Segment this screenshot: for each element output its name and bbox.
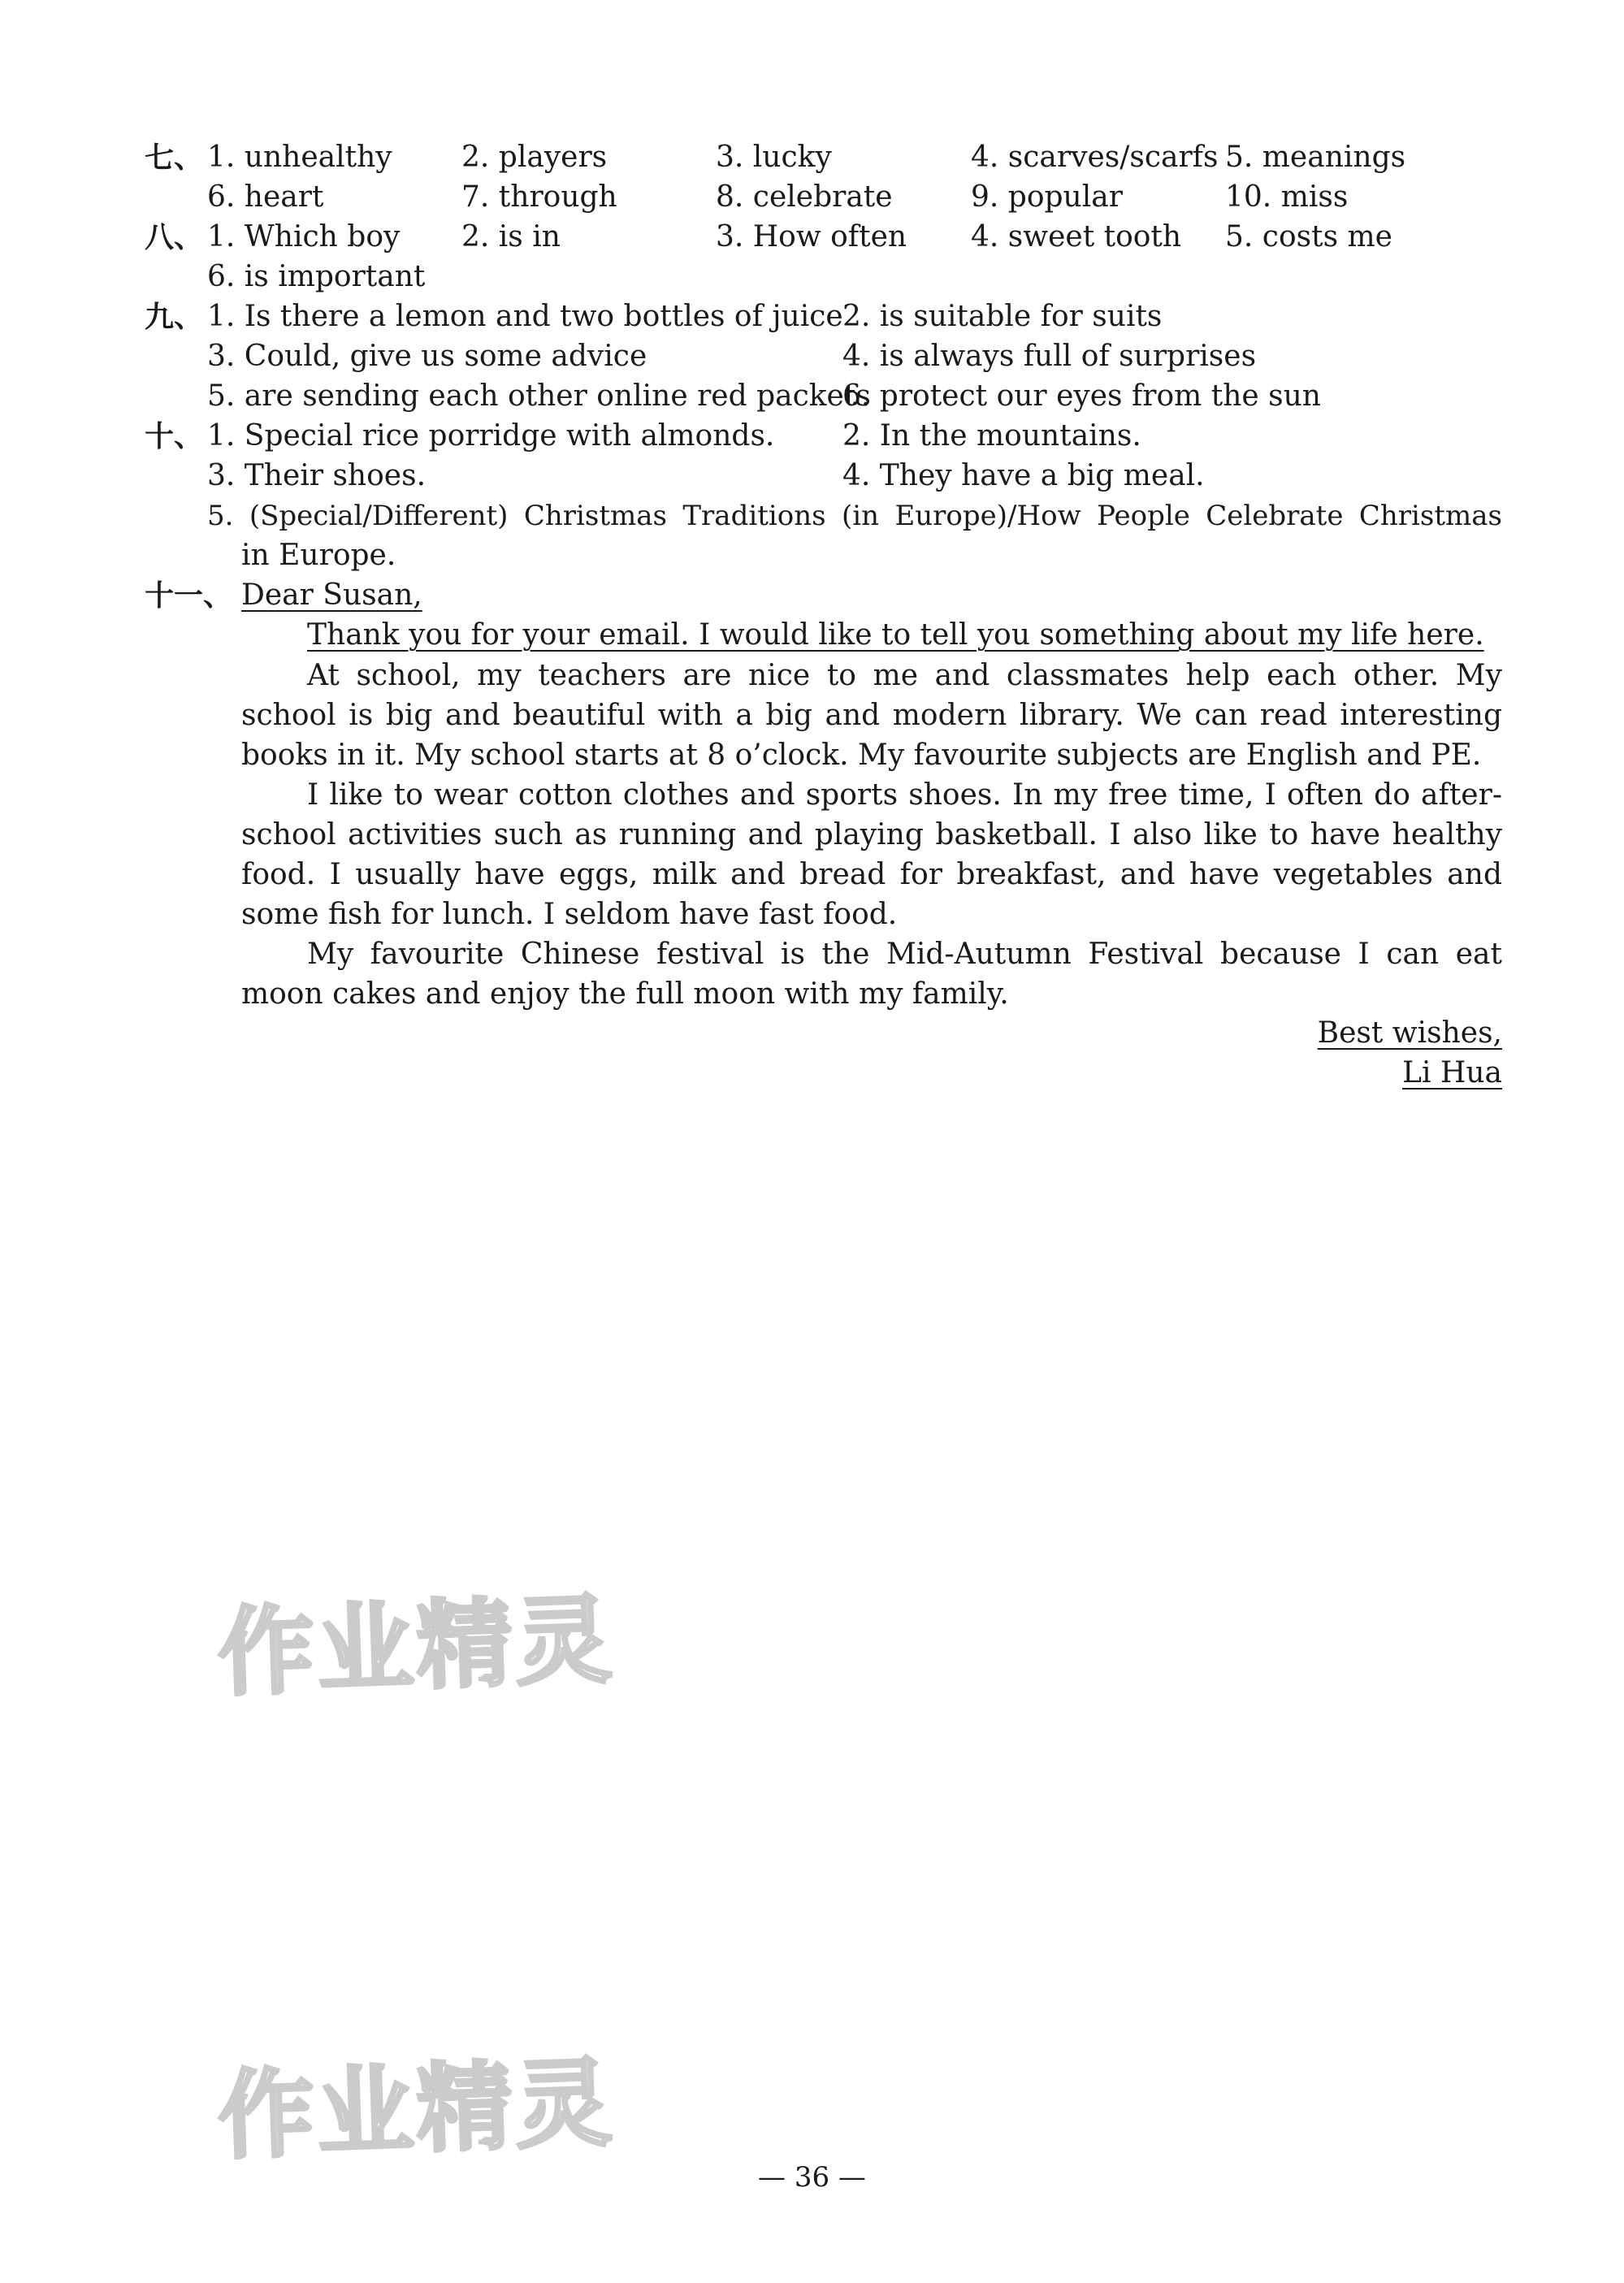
answer-9-3: 3. Could, give us some advice [207,340,647,373]
answer-7-2: 2. players [461,141,608,174]
answer-8-6: 6. is important [207,260,426,293]
section-11-number: 十一、 [145,578,233,613]
answer-10-4: 4. They have a big meal. [842,459,1205,492]
answer-8-2: 2. is in [461,220,561,253]
answer-9-4: 4. is always full of surprises [842,340,1257,373]
letter-signature: Li Hua [1402,1056,1502,1090]
answer-7-9: 9. popular [971,180,1123,214]
letter-closing: Best wishes, [1317,1016,1502,1050]
answer-8-3: 3. How often [716,220,907,253]
answer-8-5: 5. costs me [1225,220,1392,253]
answer-7-5: 5. meanings [1225,141,1406,174]
answer-7-10: 10. miss [1225,180,1349,214]
answer-7-4: 4. scarves/scarfs [971,141,1219,174]
answer-10-5: 5. (Special/Different) Christmas Traditions (in Europe)/How People Celebrate Christmas [207,500,1502,532]
letter-greeting: Dear Susan, [241,578,422,612]
answer-9-1: 1. Is there a lemon and two bottles of juice [207,300,843,333]
answer-9-2: 2. is suitable for suits [842,300,1163,333]
section-9-number: 九、 [145,300,204,334]
letter-paragraph-2: I like to wear cotton clothes and sports shoes. In my free time, I often do after-school activities such as running and playing basketball. I also like to have healthy food. I usually have eggs, milk and bread for breakfast, and have vegetables and some fish for lunch. I seldom have fast food. [241,778,1502,931]
watermark-logo: 作业精灵 [216,1583,617,1709]
letter-paragraph-1: At school, my teachers are nice to me and classmates help each other. My school is big and beautiful with a big and modern library. We can read interesting books in it. My school starts at 8 o’clock. My favourite subjects are English and PE. [241,659,1502,772]
answer-10-2: 2. In the mountains. [842,419,1141,453]
section-10-number: 十、 [145,419,204,453]
section-7-number: 七、 [145,141,204,175]
page-number: — 36 — [758,2161,866,2194]
watermark-logo: 作业精灵 [216,2046,617,2173]
answer-10-1: 1. Special rice porridge with almonds. [207,419,775,453]
answer-9-5: 5. are sending each other online red packets [207,379,871,413]
letter-paragraph-3: My favourite Chinese festival is the Mid-Autumn Festival because I can eat moon cakes and enjoy the full moon with my family. [241,938,1502,1011]
answer-8-4: 4. sweet tooth [971,220,1182,253]
answer-10-3: 3. Their shoes. [207,459,427,492]
answer-7-8: 8. celebrate [716,180,893,214]
answer-10-5-continued: in Europe. [241,539,396,572]
answer-8-1: 1. Which boy [207,220,401,253]
answer-7-3: 3. lucky [716,141,832,174]
letter-opening: Thank you for your email. I would like to tell you something about my life here. [307,618,1484,652]
answer-7-1: 1. unhealthy [207,141,392,174]
answer-7-7: 7. through [461,180,617,214]
answer-9-6: 6. protect our eyes from the sun [842,379,1321,413]
answer-7-6: 6. heart [207,180,324,214]
section-8-number: 八、 [145,220,204,254]
